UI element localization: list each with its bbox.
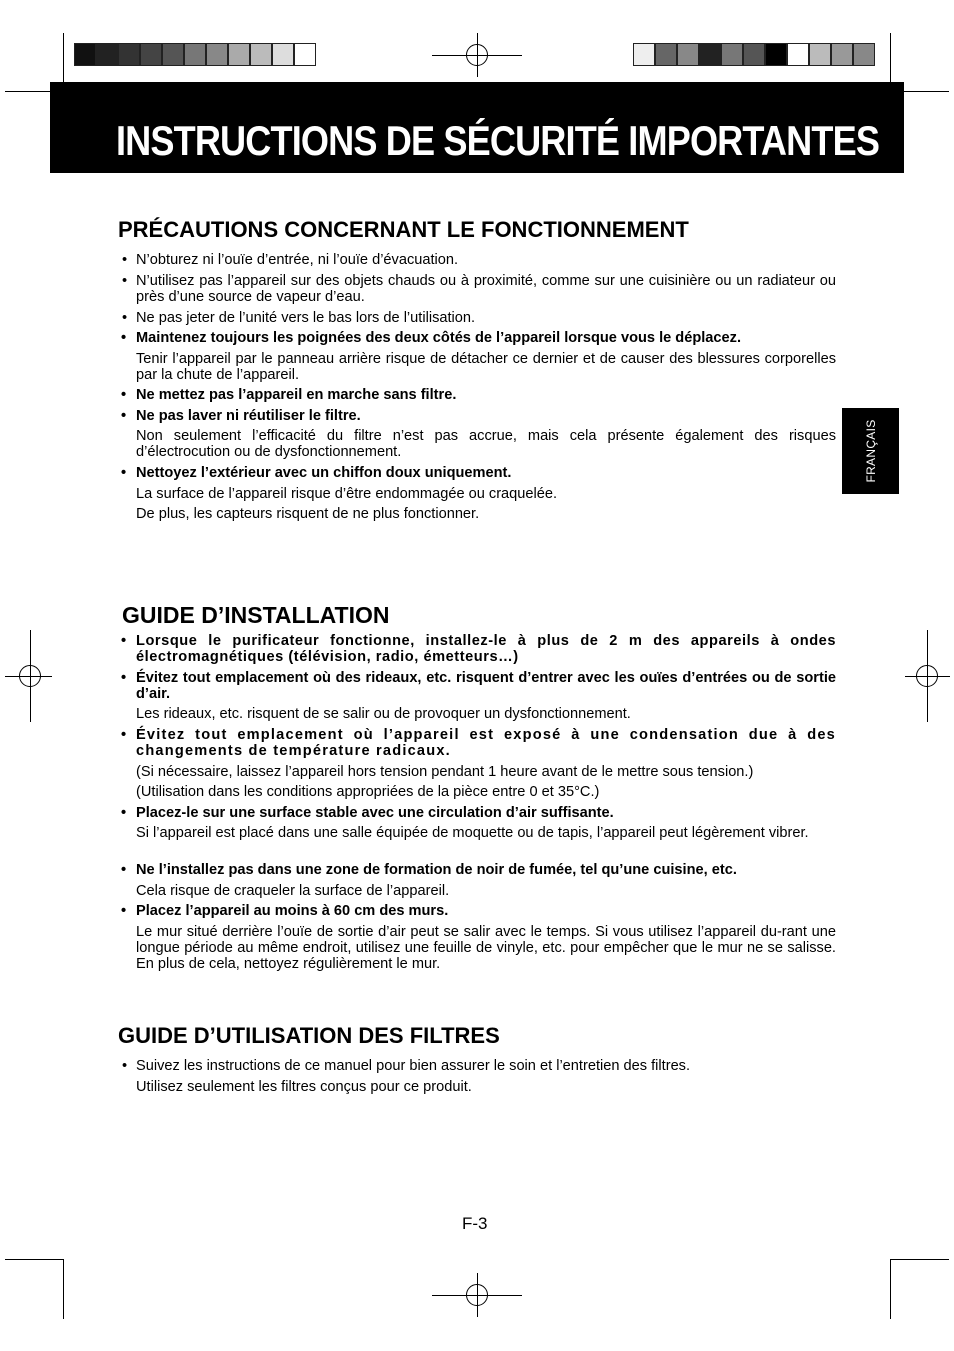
color-swatch xyxy=(250,43,272,66)
list-item-detail: Le mur situé derrière l’ouïe de sortie d’air peut se salir avec le temps. Si vous utilisez l’appareil du-rant une longue période au même endroit, utilisez une feuille de vinyle, etc. pour empêcher que le mur ne se salisse. En plus de cela, nettoyez régulièrement le mur. xyxy=(136,924,836,972)
list-item: • Placez l’appareil au moins à 60 cm des murs. xyxy=(121,903,449,919)
color-swatch xyxy=(118,43,140,66)
list-item: • Ne pas laver ni réutiliser le filtre. xyxy=(121,408,361,424)
color-swatch xyxy=(96,43,118,66)
list-item-detail: (Si nécessaire, laissez l’appareil hors tension pendant 1 heure avant de le mettre sous tension.) xyxy=(136,764,754,780)
color-swatch xyxy=(162,43,184,66)
list-item: • N’utilisez pas l’appareil sur des objets chauds ou à proximité, comme sur une cuisinière ou un radiateur ou près d’une source de vapeur d’eau. xyxy=(122,273,836,305)
color-swatch xyxy=(699,43,721,66)
language-tab-label: FRANÇAIS xyxy=(863,419,878,483)
color-swatch-strip-right xyxy=(633,43,875,66)
list-item: • Ne mettez pas l’appareil en marche sans filtre. xyxy=(121,387,457,403)
list-item: • Ne pas jeter de l’unité vers le bas lors de l’utilisation. xyxy=(122,310,476,326)
page-title: INSTRUCTIONS DE SÉCURITÉ IMPORTANTES xyxy=(116,117,880,164)
color-swatch xyxy=(677,43,699,66)
list-item: • N’obturez ni l’ouïe d’entrée, ni l’ouïe d’évacuation. xyxy=(122,252,459,268)
color-swatch xyxy=(853,43,875,66)
list-item: • Nettoyez l’extérieur avec un chiffon doux uniquement. xyxy=(121,465,512,481)
color-swatch xyxy=(831,43,853,66)
list-item-detail: De plus, les capteurs risquent de ne plus fonctionner. xyxy=(136,506,480,522)
section-heading-installation: GUIDE D’INSTALLATION xyxy=(122,602,390,628)
list-item-detail: Les rideaux, etc. risquent de se salir ou de provoquer un dysfonctionnement. xyxy=(136,706,631,722)
color-swatch xyxy=(206,43,228,66)
list-item-detail: Si l’appareil est placé dans une salle équipée de moquette ou de tapis, l’appareil peut légèrement vibrer. xyxy=(136,825,809,841)
color-swatch xyxy=(809,43,831,66)
list-item: • Maintenez toujours les poignées des deux côtés de l’appareil lorsque vous le déplacez. xyxy=(121,330,741,346)
page-number: F-3 xyxy=(462,1214,488,1233)
section-heading-operation: PRÉCAUTIONS CONCERNANT LE FONCTIONNEMENT xyxy=(118,217,689,242)
list-item: • Lorsque le purificateur fonctionne, installez-le à plus de 2 m des appareils à ondes électromagnétiques (télévision, radio, émetteurs…) xyxy=(121,633,836,665)
list-item: • Ne l’installez pas dans une zone de formation de noir de fumée, tel qu’une cuisine, etc. xyxy=(121,862,737,878)
list-item: • Placez-le sur une surface stable avec une circulation d’air suffisante. xyxy=(121,805,614,821)
color-swatch xyxy=(655,43,677,66)
section-heading-filters: GUIDE D’UTILISATION DES FILTRES xyxy=(118,1023,500,1048)
color-swatch xyxy=(743,43,765,66)
list-item-detail: Cela risque de craqueler la surface de l’appareil. xyxy=(136,883,450,899)
list-item: • Évitez tout emplacement où l’appareil est exposé à une condensation due à des changements de température radicaux. xyxy=(121,727,836,759)
list-item-detail: Non seulement l’efficacité du filtre n’est pas accrue, mais cela présente également des risques d’électrocution ou de dysfonctionnement. xyxy=(136,428,836,460)
color-swatch xyxy=(184,43,206,66)
list-item-detail: La surface de l’appareil risque d’être endommagée ou craquelée. xyxy=(136,486,558,502)
color-swatch xyxy=(787,43,809,66)
color-swatch xyxy=(74,43,96,66)
list-item-detail: (Utilisation dans les conditions appropriées de la pièce entre 0 et 35°C.) xyxy=(136,784,600,800)
list-item-detail: Tenir l’appareil par le panneau arrière risque de détacher ce dernier et de causer des blessures corporelles par la chute de l’appareil. xyxy=(136,351,836,383)
list-item-detail: Utilisez seulement les filtres conçus pour ce produit. xyxy=(136,1079,472,1095)
color-swatch xyxy=(294,43,316,66)
color-swatch xyxy=(140,43,162,66)
title-banner xyxy=(50,82,904,173)
color-swatch xyxy=(633,43,655,66)
list-item: • Suivez les instructions de ce manuel pour bien assurer le soin et l’entretien des filtres. xyxy=(122,1058,691,1074)
color-swatch xyxy=(228,43,250,66)
color-swatch xyxy=(765,43,787,66)
color-swatch xyxy=(272,43,294,66)
language-tab xyxy=(842,408,899,494)
color-swatch xyxy=(721,43,743,66)
color-swatch-strip-left xyxy=(74,43,316,66)
list-item: • Évitez tout emplacement où des rideaux, etc. risquent d’entrer avec les ouïes d’entrées ou de sortie d’air. xyxy=(121,670,836,702)
